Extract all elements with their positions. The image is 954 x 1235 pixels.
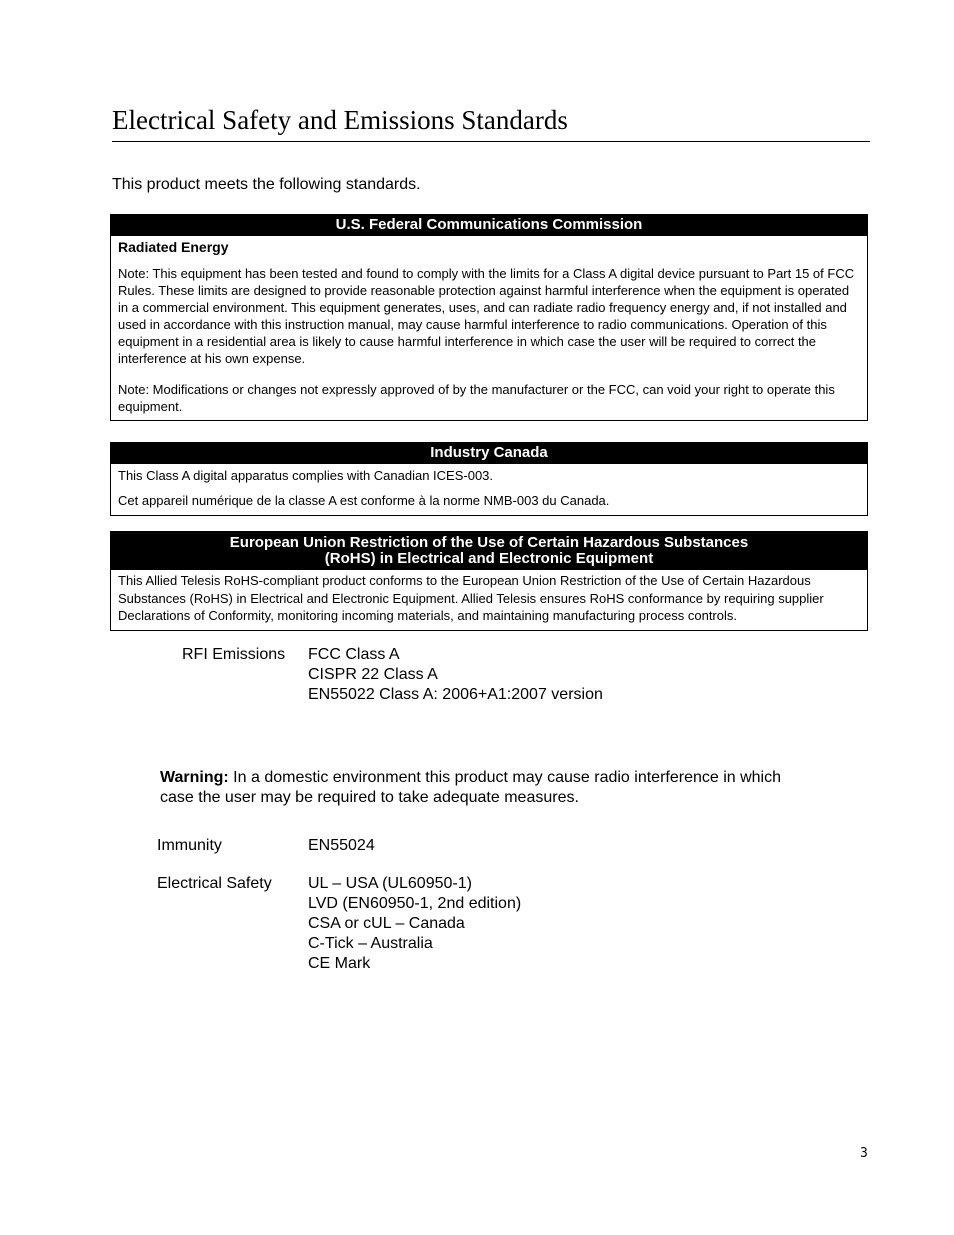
intro-text: This product meets the following standards.	[112, 176, 421, 193]
rfi-value: EN55022 Class A: 2006+A1:2007 version	[308, 686, 603, 703]
safety-values	[308, 874, 521, 974]
immunity-label: Immunity	[157, 837, 222, 854]
fcc-subheader: Radiated Energy	[118, 239, 229, 255]
canada-line-2: Cet appareil numérique de la classe A est conforme à la norme NMB-003 du Canada.	[118, 493, 610, 508]
canada-line-1: This Class A digital apparatus complies with Canadian ICES-003.	[118, 468, 494, 483]
fcc-note-1: Note: This equipment has been tested and found to comply with the limits for a Class A digital device pursuant to Part 15 of FCC Rules. These limits are designed to provide reasonable protection against harmful interference when the equipment is operated in a commercial environment. This equipment generates, uses, and can radiate radio frequency energy and, if not installed and used in accordance with this instruction manual, may cause harmful interference to radio communications. Operation of this equipment in a residential area is likely to cause harmful interference in which case the user will be required to correct the interference at his own expense.	[118, 266, 855, 366]
rfi-label: RFI Emissions	[182, 646, 286, 663]
fcc-header: U.S. Federal Communications Commission	[111, 215, 867, 236]
page-number: 3	[860, 1146, 868, 1161]
page-title: Electrical Safety and Emissions Standards	[112, 104, 870, 142]
warning-note	[160, 768, 800, 808]
rfi-value: FCC Class A	[308, 646, 400, 663]
safety-value: C-Tick – Australia	[308, 935, 433, 952]
warning-text: In a domestic environment this product may cause radio interference in which case the user may be required to take adequate measures.	[160, 769, 782, 806]
fcc-box	[110, 214, 868, 421]
warning-label: Warning:	[160, 769, 229, 786]
rfi-values	[308, 645, 603, 705]
safety-value: CE Mark	[308, 955, 371, 972]
canada-box	[110, 442, 868, 516]
rohs-header-line-1: European Union Restriction of the Use of Certain Hazardous Substances	[229, 534, 749, 551]
fcc-note-2: Note: Modifications or changes not expressly approved of by the manufacturer or the FCC, can void your right to operate this equipment.	[118, 382, 835, 414]
rfi-value: CISPR 22 Class A	[308, 666, 438, 683]
rohs-header-line-2: (RoHS) in Electrical and Electronic Equipment	[324, 550, 654, 567]
safety-value: UL – USA (UL60950-1)	[308, 875, 472, 892]
rohs-header	[111, 532, 867, 570]
safety-value: CSA or cUL – Canada	[308, 915, 465, 932]
canada-header: Industry Canada	[111, 443, 867, 464]
rohs-box	[110, 531, 868, 631]
safety-label: Electrical Safety	[157, 875, 272, 892]
immunity-values	[308, 836, 375, 856]
immunity-value: EN55024	[308, 837, 375, 854]
rohs-body: This Allied Telesis RoHS-compliant product conforms to the European Union Restriction of the Use of Certain Hazardous Substances (RoHS) in Electrical and Electronic Equipment. Allied Telesis ensures RoHS conformance by requiring supplier Declarations of Conformity, monitoring incoming materials, and maintaining manufacturing process controls.	[118, 573, 824, 623]
safety-value: LVD (EN60950-1, 2nd edition)	[308, 895, 522, 912]
